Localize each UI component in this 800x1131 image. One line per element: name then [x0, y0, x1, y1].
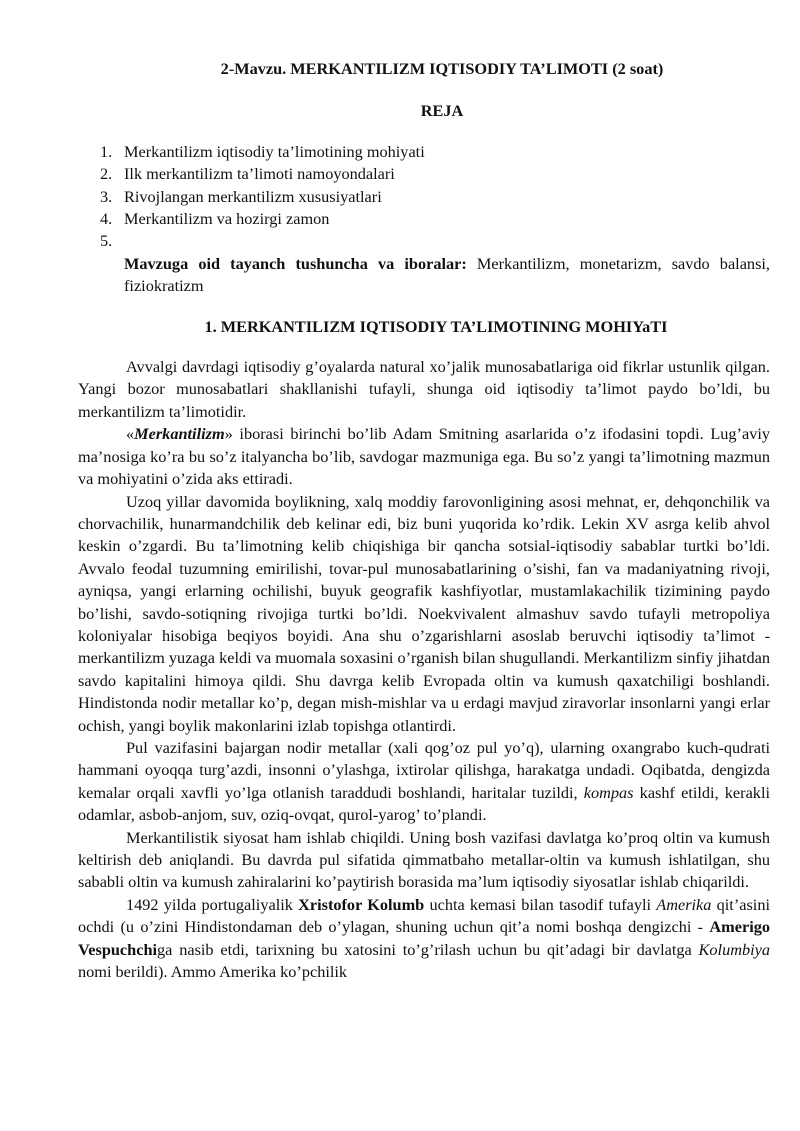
- keywords-label: Mavzuga oid tayanch tushuncha va iboralar:: [124, 253, 467, 273]
- plan-item-number: 3.: [100, 186, 113, 206]
- plan-item-number: 5.: [100, 231, 113, 251]
- paragraph-6-text-d: ga nasib etdi, tarixning bu xatosini to’g’rilash uchun bu qit’adagi bir davlatga: [157, 939, 699, 959]
- plan-item: [78, 141, 770, 163]
- document-title: 2-Mavzu. MERKANTILIZM IQTISODIY TA’LIMOTI (2 soat): [220, 59, 664, 78]
- plan-heading: REJA: [420, 101, 464, 121]
- section-title: 1. MERKANTILIZM IQTISODIY TA’LIMOTINING MOHIYaTI: [204, 316, 668, 336]
- paragraph-6: [78, 894, 770, 984]
- paragraph-6-text-b: uchta kemasi bilan tasodif tufayli: [424, 894, 657, 914]
- term-kompas: kompas: [583, 782, 634, 802]
- plan-item-text: Merkantilizm va hozirgi zamon: [124, 209, 330, 229]
- paragraph-3: Uzoq yillar davomida boylikning, xalq moddiy farovonligining asosi mehnat, er, dehqonchilik va chorvachilik, hunarmandchilik deb kelinar edi, biz buni yuqorida ko’rdik. Lekin XV asrga kelib ahvol keskin o’zgardi. Bu ta’limotning kelib chiqishiga bir qancha sotsial-iqtisodiy sabablar turtki bo’ldi. Avvalo feodal tuzumning emirilishi, tovar-pul munosabatlarining o’sishi, fan va madaniyatning rivoji, ayniqsa, yangi erlarning ochilishi, buyuk geografik kashfiyotlar, mustamlakachilik tizimining paydo bo’lishi, savdo-sotiqning rivojiga turtki bo’ldi. Noekvivalent almashuv savdo tufayli metropoliya koloniyalar hisobiga beqiyos boyidi. Ana shu o’zgarishlarni asoslab beruvchi iqtisodiy ta’limot - merkantilizm yuzaga keldi va muomala soxasini o’rganish bilan shugullandi. Merkantilizm sinfiy jihatdan savdo kapitalini himoya qildi. Shu davrga kelib Evropada oltin va kumush qaxatchiligi boshlandi. Hindistonda nodir metallar ko’p, degan mish-mishlar va u erdagi mavjud ziravorlar insonlarni yangi erlar ochish, yangi boylik makonlarini izlab topishga otlantirdi.: [78, 491, 770, 735]
- keywords-paragraph: [124, 253, 770, 298]
- plan-item-number: 4.: [100, 209, 113, 229]
- plan-item-text: Ilk merkantilizm ta’limoti namoyondalari: [124, 164, 395, 184]
- plan-item: [78, 230, 770, 252]
- paragraph-6-text-e: nomi berildi). Ammo Amerika ko’pchilik: [78, 962, 348, 982]
- paragraph-1: Avvalgi davrdagi iqtisodiy g’oyalarda natural xo’jalik munosabatlariga oid fikrlar ustunlik qilgan. Yangi bozor munosabatlari shakllanishi tufayli, shunga oid iqtisodiy ta’limot paydo bo’ldi, bu merkantilizm ta’limotidir.: [78, 357, 770, 421]
- term-merkantilizm: Merkantilizm: [134, 424, 225, 444]
- term-kolumbiya: Kolumbiya: [698, 939, 770, 959]
- paragraph-6-text-a: 1492 yilda portugaliyalik: [126, 894, 299, 914]
- plan-item: [78, 186, 770, 208]
- paragraph-4-text-b: kashf etildi, kerakli odamlar, asbob-anjom, suv, oziq-ovqat, qurol-yarog’ to’plandi.: [78, 782, 770, 825]
- plan-item: [78, 208, 770, 230]
- paragraph-2-text: » iborasi birinchi bo’lib Adam Smitning asarlarida o’z ifodasini topdi. Lug’aviy ma’nosiga ko’ra bu so’z italyancha bo’lib, savdogar mazmuniga ega. Bu so’z yangi ta’limotning mazmun va mohiyatini o’zida aks ettiradi.: [78, 424, 770, 489]
- plan-item-number: 1.: [100, 141, 113, 161]
- plan-list: [78, 141, 770, 253]
- paragraph-2: [78, 423, 770, 490]
- name-vespuchchi: Amerigo Vespuchchi: [78, 917, 770, 959]
- quote-open: «: [126, 424, 135, 444]
- plan-item-text: Merkantilizm iqtisodiy ta’limotining mohiyati: [124, 141, 425, 161]
- paragraph-4-text-a: Pul vazifasini bajargan nodir metallar (xali qog’oz pul yo’q), ularning oxangrabo kuch-qudrati hammani oyoqqa turg’azdi, insonni o’ylashga, ixtirolar qilishga, harakatga undadi. Oqibatda, dengizda kemalar orqali xavfli yo’lga otlanish taraddudi boshlandi, haritalar tuzildi,: [78, 737, 770, 802]
- name-kolumb: Xristofor Kolumb: [298, 894, 425, 914]
- plan-item: [78, 163, 770, 185]
- plan-item-text: Rivojlangan merkantilizm xususiyatlari: [124, 186, 382, 206]
- paragraph-4: [78, 737, 770, 827]
- paragraph-6-text-c: qit’asini ochdi (u o’zini Hindistondaman deb o’ylagan, shuning uchun qit’a nomi boshqa dengizchi -: [78, 894, 770, 937]
- term-amerika: Amerika: [656, 894, 712, 914]
- paragraph-5: Merkantilistik siyosat ham ishlab chiqildi. Uning bosh vazifasi davlatga ko’proq oltin va kumush keltirish deb aniqlandi. Bu davrda pul sifatida qimmatbaho metallar-oltin va kumush ishlatilgan, shu sababli oltin va kumush zahiralarini ko’paytirish borasida ma’lum iqtisodiy siyosatlar ishlab chiqarildi.: [78, 827, 770, 892]
- plan-item-number: 2.: [100, 164, 113, 184]
- keywords-text: Merkantilizm, monetarizm, savdo balansi, fiziokratizm: [124, 253, 770, 296]
